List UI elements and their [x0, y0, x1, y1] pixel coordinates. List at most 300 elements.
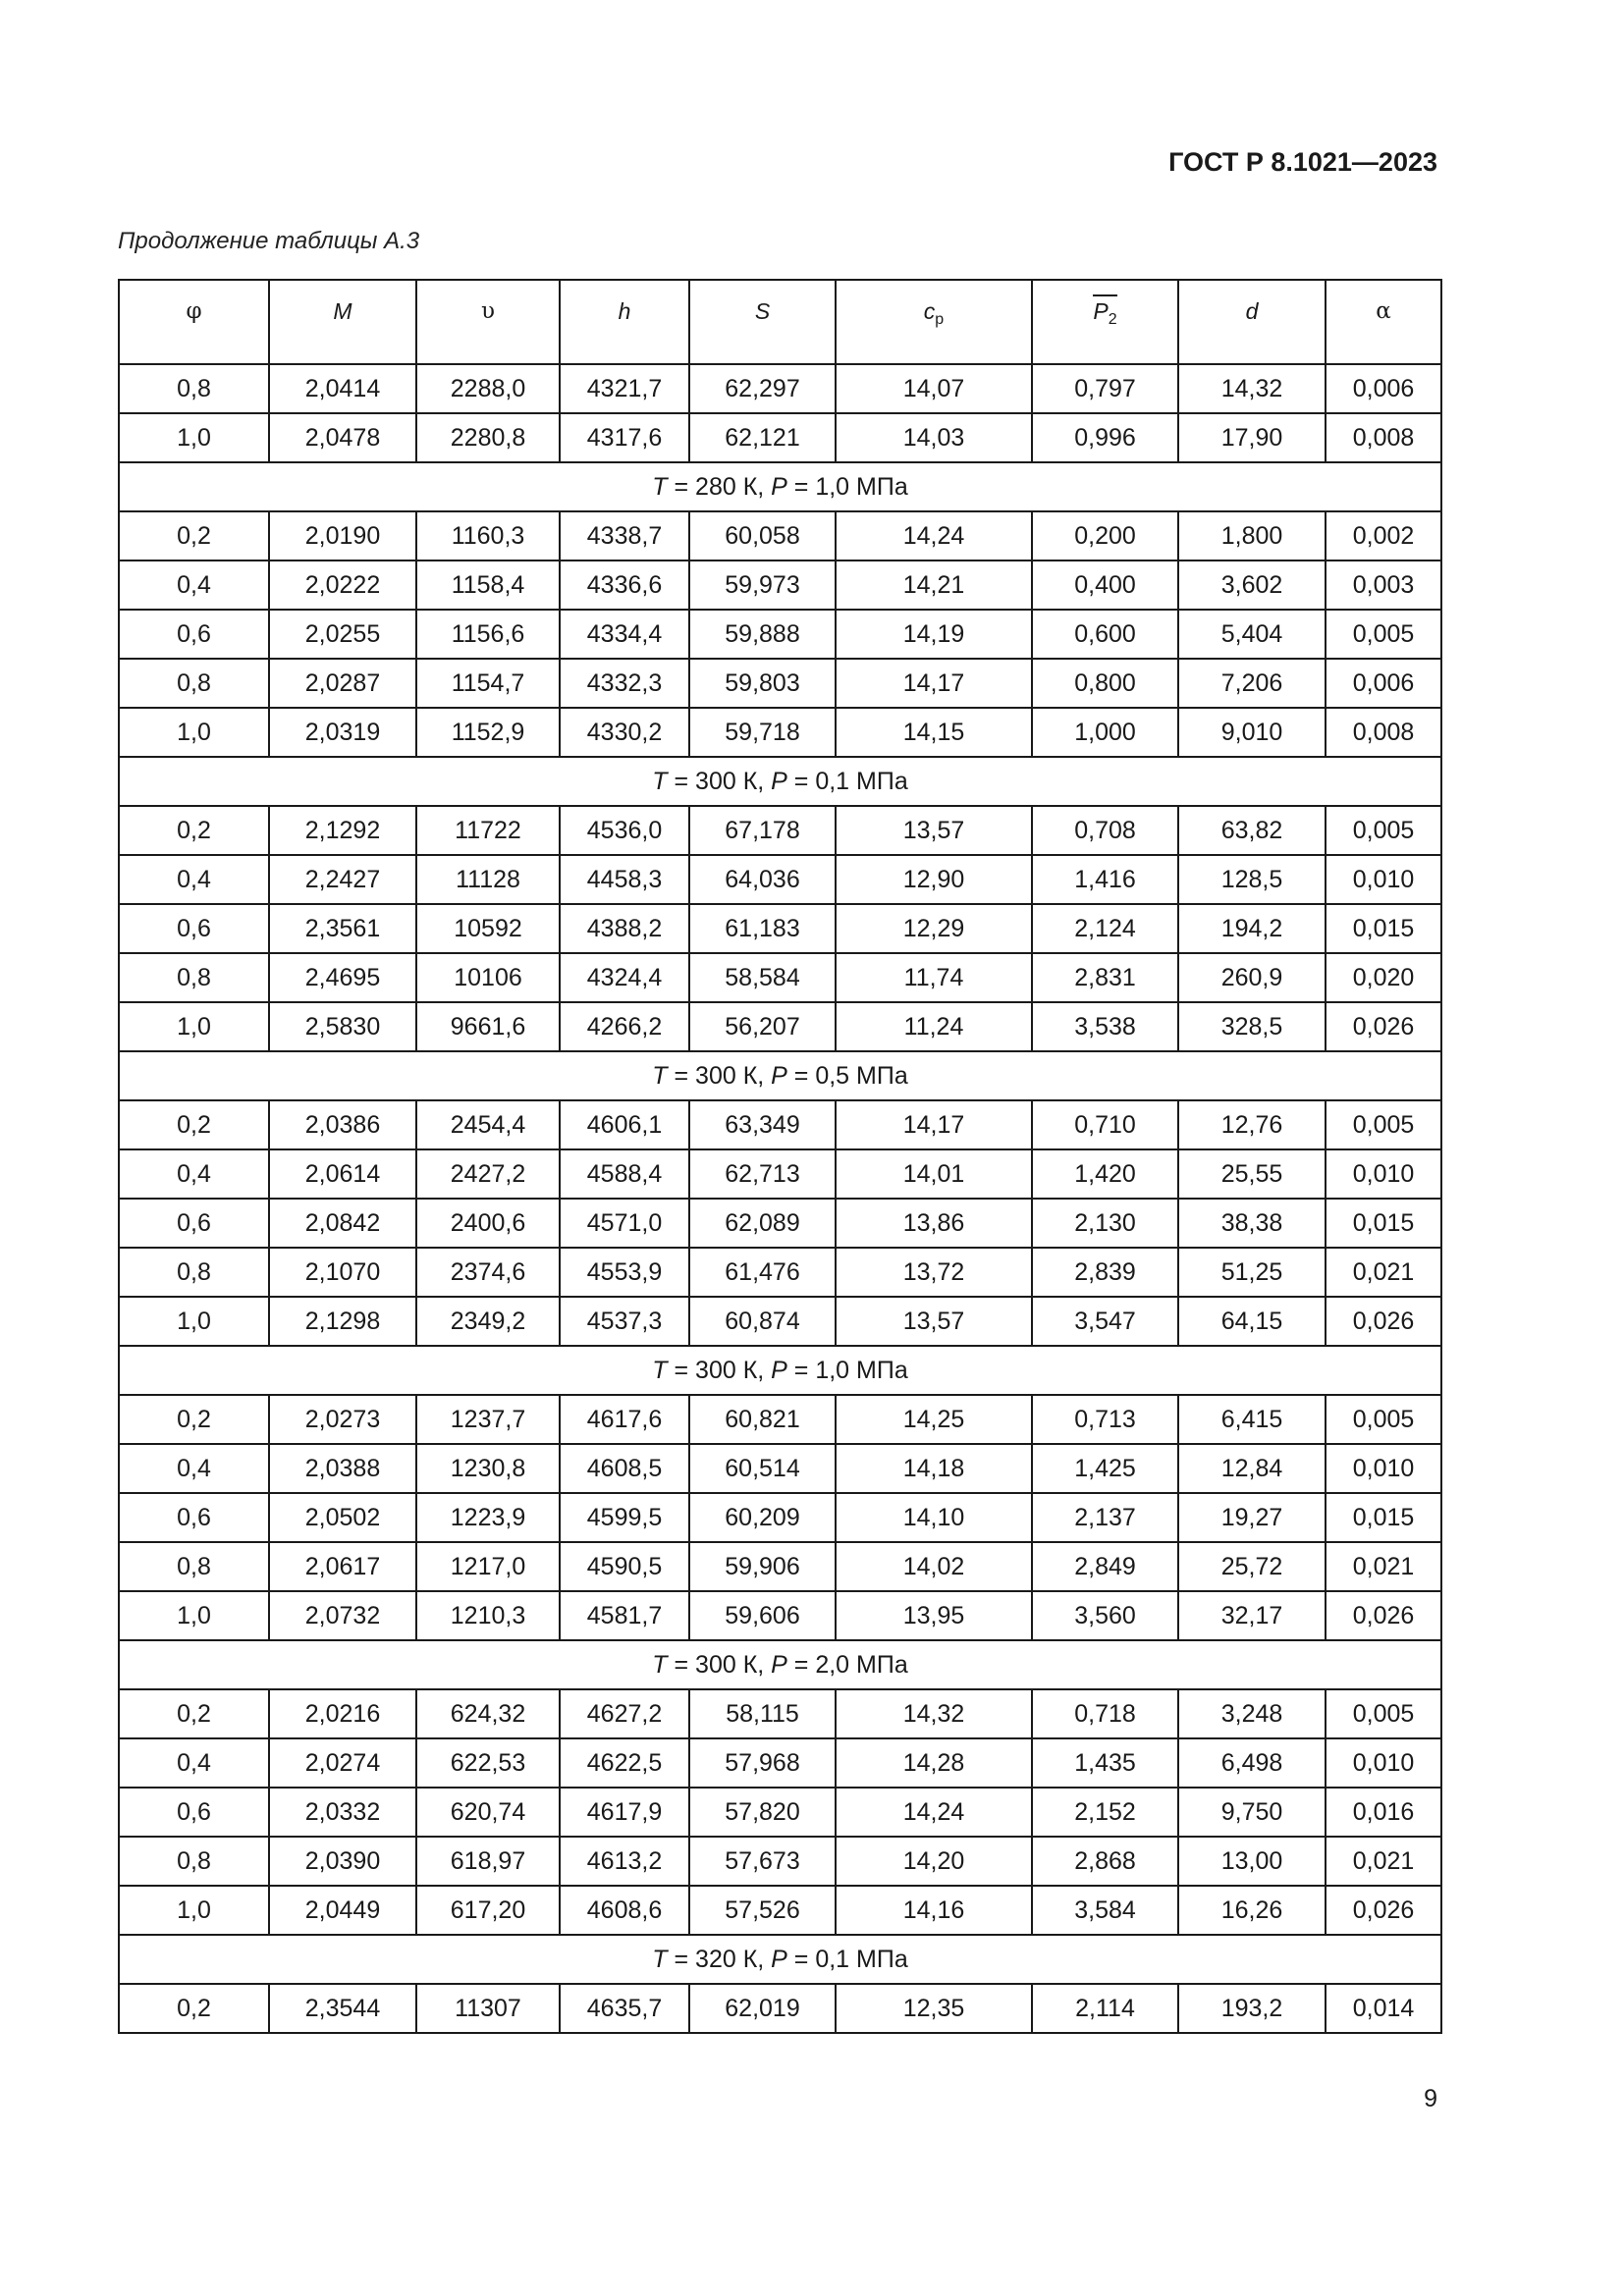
table-cell: 2,124 [1032, 904, 1178, 953]
table-cell: 13,86 [836, 1199, 1032, 1248]
table-cell: 0,010 [1326, 1149, 1441, 1199]
section-condition [119, 757, 1441, 806]
table-cell: 0,996 [1032, 413, 1178, 462]
table-cell: 2349,2 [416, 1297, 560, 1346]
table-cell: 0,016 [1326, 1788, 1441, 1837]
col-header-p2-symbol: $P_2$ [1093, 294, 1116, 324]
table-cell: 2,114 [1032, 1984, 1178, 2033]
table-cell: 62,121 [689, 413, 836, 462]
table-cell: 1217,0 [416, 1542, 560, 1591]
table-cell: 260,9 [1178, 953, 1326, 1002]
table-cell: 57,968 [689, 1738, 836, 1788]
table-cell: 0,8 [119, 953, 269, 1002]
table-row [119, 953, 1441, 1002]
table-cell: 1237,7 [416, 1395, 560, 1444]
section-condition-part: = 0,5 МПа [786, 1061, 908, 1090]
table-cell: 1158,4 [416, 561, 560, 610]
table-cell: 13,57 [836, 1297, 1032, 1346]
table-cell: 0,020 [1326, 953, 1441, 1002]
section-condition-part: T [652, 1945, 668, 1973]
table-cell: 4622,5 [560, 1738, 689, 1788]
table-row [119, 413, 1441, 462]
table-cell: 0,6 [119, 1199, 269, 1248]
table-cell: 2,0449 [269, 1886, 416, 1935]
section-condition-part: = 320 К, [667, 1945, 772, 1973]
table-cell: 1,0 [119, 1002, 269, 1051]
table-cell: 620,74 [416, 1788, 560, 1837]
table-cell: 4536,0 [560, 806, 689, 855]
table-cell: 4617,6 [560, 1395, 689, 1444]
table-cell: 14,24 [836, 1788, 1032, 1837]
table-cell: 4599,5 [560, 1493, 689, 1542]
table-cell: 2,0617 [269, 1542, 416, 1591]
table-cell: 2,0732 [269, 1591, 416, 1640]
table-cell: 4338,7 [560, 511, 689, 561]
section-condition-part: T [652, 1061, 668, 1090]
section-condition [119, 1346, 1441, 1395]
table-cell: 14,28 [836, 1738, 1032, 1788]
table-cell: 618,97 [416, 1837, 560, 1886]
table-cell: 1210,3 [416, 1591, 560, 1640]
table-cell: 0,2 [119, 1395, 269, 1444]
table-cell: 2,3561 [269, 904, 416, 953]
table-cell: 4388,2 [560, 904, 689, 953]
table-cell: 60,821 [689, 1395, 836, 1444]
table-cell: 4266,2 [560, 1002, 689, 1051]
table-cell: 14,25 [836, 1395, 1032, 1444]
table-cell: 2,2427 [269, 855, 416, 904]
table-cell: 2,0287 [269, 659, 416, 708]
table-cell: 0,6 [119, 904, 269, 953]
table-cell: 14,10 [836, 1493, 1032, 1542]
table-row [119, 364, 1441, 413]
section-condition [119, 462, 1441, 511]
table-cell: 0,2 [119, 511, 269, 561]
table-row [119, 708, 1441, 757]
table-cell: 1,0 [119, 1886, 269, 1935]
table-cell: 1,0 [119, 1297, 269, 1346]
table-cell: 2,0386 [269, 1100, 416, 1149]
col-header-alpha: α [1326, 280, 1441, 364]
table-cell: 0,010 [1326, 1738, 1441, 1788]
table-cell: 0,015 [1326, 1493, 1441, 1542]
table-cell: 9,750 [1178, 1788, 1326, 1837]
table-cell: 4581,7 [560, 1591, 689, 1640]
table-cell: 25,55 [1178, 1149, 1326, 1199]
table-cell: 4588,4 [560, 1149, 689, 1199]
table-cell: 0,6 [119, 610, 269, 659]
table-cell: 0,708 [1032, 806, 1178, 855]
table-cell: 59,803 [689, 659, 836, 708]
table-cell: 14,32 [836, 1689, 1032, 1738]
table-cell: 1,435 [1032, 1738, 1178, 1788]
table-cell: 14,32 [1178, 364, 1326, 413]
section-condition-part: = 1,0 МПа [786, 472, 908, 501]
table-cell: 59,606 [689, 1591, 836, 1640]
page-number: 9 [1424, 2085, 1437, 2112]
table-cell: 11,24 [836, 1002, 1032, 1051]
section-condition-part: T [652, 472, 668, 501]
table-cell: 2454,4 [416, 1100, 560, 1149]
section-condition-part: T [652, 1650, 668, 1679]
section-header-row [119, 1051, 1441, 1100]
table-cell: 14,02 [836, 1542, 1032, 1591]
col-header-cp-symbol: c [923, 298, 936, 324]
table-cell: 624,32 [416, 1689, 560, 1738]
table-cell: 0,006 [1326, 364, 1441, 413]
table-cell: 62,089 [689, 1199, 836, 1248]
table-cell: 2,1298 [269, 1297, 416, 1346]
table-cell: 1156,6 [416, 610, 560, 659]
table-cell: 12,76 [1178, 1100, 1326, 1149]
table-cell: 57,526 [689, 1886, 836, 1935]
table-cell: 61,476 [689, 1248, 836, 1297]
table-cell: 4324,4 [560, 953, 689, 1002]
section-condition-part: = 300 К, [667, 767, 772, 795]
table-cell: 51,25 [1178, 1248, 1326, 1297]
table-cell: 2,3544 [269, 1984, 416, 2033]
table-cell: 0,713 [1032, 1395, 1178, 1444]
col-header-p2 [1032, 280, 1178, 364]
table-cell: 14,21 [836, 561, 1032, 610]
section-header-row [119, 462, 1441, 511]
section-condition-part: = 1,0 МПа [786, 1356, 908, 1384]
table-row [119, 1493, 1441, 1542]
table-cell: 2,868 [1032, 1837, 1178, 1886]
section-condition-part: T [652, 767, 668, 795]
table-cell: 0,4 [119, 1444, 269, 1493]
table-cell: 4590,5 [560, 1542, 689, 1591]
section-condition-part: = 0,1 МПа [786, 1945, 908, 1973]
table-row [119, 1738, 1441, 1788]
table-cell: 11307 [416, 1984, 560, 2033]
table-row [119, 904, 1441, 953]
table-cell: 1,0 [119, 1591, 269, 1640]
table-row [119, 561, 1441, 610]
table-cell: 2,831 [1032, 953, 1178, 1002]
table-cell: 32,17 [1178, 1591, 1326, 1640]
section-condition-part: P [771, 1356, 787, 1384]
table-cell: 67,178 [689, 806, 836, 855]
table-header-row [119, 280, 1441, 364]
table-cell: 0,4 [119, 855, 269, 904]
table-cell: 0,005 [1326, 1689, 1441, 1738]
table-cell: 13,00 [1178, 1837, 1326, 1886]
table-cell: 14,24 [836, 511, 1032, 561]
table-cell: 193,2 [1178, 1984, 1326, 2033]
col-header-cp-sub: p [935, 311, 945, 328]
section-condition-part: P [771, 472, 787, 501]
table-cell: 11,74 [836, 953, 1032, 1002]
table-cell: 11722 [416, 806, 560, 855]
table-cell: 14,01 [836, 1149, 1032, 1199]
section-condition-part: = 300 К, [667, 1356, 772, 1384]
table-cell: 3,602 [1178, 561, 1326, 610]
table-cell: 64,036 [689, 855, 836, 904]
table-cell: 1152,9 [416, 708, 560, 757]
table-row [119, 659, 1441, 708]
table-cell: 2,5830 [269, 1002, 416, 1051]
table-cell: 0,015 [1326, 904, 1441, 953]
table-cell: 2,0190 [269, 511, 416, 561]
table-cell: 0,800 [1032, 659, 1178, 708]
table-cell: 2,0842 [269, 1199, 416, 1248]
table-cell: 0,8 [119, 1248, 269, 1297]
table-cell: 0,8 [119, 1542, 269, 1591]
col-header-m: M [269, 280, 416, 364]
table-cell: 60,209 [689, 1493, 836, 1542]
table-cell: 0,200 [1032, 511, 1178, 561]
table-cell: 2427,2 [416, 1149, 560, 1199]
section-condition [119, 1640, 1441, 1689]
table-cell: 0,026 [1326, 1297, 1441, 1346]
table-cell: 4321,7 [560, 364, 689, 413]
table-cell: 1,425 [1032, 1444, 1178, 1493]
table-cell: 6,415 [1178, 1395, 1326, 1444]
table-cell: 0,026 [1326, 1002, 1441, 1051]
table-row [119, 1199, 1441, 1248]
table-cell: 6,498 [1178, 1738, 1326, 1788]
section-condition [119, 1051, 1441, 1100]
table-cell: 128,5 [1178, 855, 1326, 904]
table-row [119, 1395, 1441, 1444]
table-cell: 1,0 [119, 413, 269, 462]
table-cell: 2288,0 [416, 364, 560, 413]
table-cell: 4635,7 [560, 1984, 689, 2033]
table-cell: 4571,0 [560, 1199, 689, 1248]
table-row [119, 1542, 1441, 1591]
table-cell: 17,90 [1178, 413, 1326, 462]
table-cell: 4608,5 [560, 1444, 689, 1493]
table-cell: 59,906 [689, 1542, 836, 1591]
table-cell: 4332,3 [560, 659, 689, 708]
table-cell: 9661,6 [416, 1002, 560, 1051]
table-cell: 0,015 [1326, 1199, 1441, 1248]
table-cell: 14,20 [836, 1837, 1032, 1886]
table-cell: 0,003 [1326, 561, 1441, 610]
section-header-row [119, 1640, 1441, 1689]
table-cell: 1,416 [1032, 855, 1178, 904]
table-cell: 1223,9 [416, 1493, 560, 1542]
table-cell: 56,207 [689, 1002, 836, 1051]
document-code: ГОСТ Р 8.1021—2023 [1168, 147, 1437, 177]
table-cell: 4617,9 [560, 1788, 689, 1837]
table-cell: 61,183 [689, 904, 836, 953]
table-cell: 4458,3 [560, 855, 689, 904]
table-cell: 13,72 [836, 1248, 1032, 1297]
table-cell: 622,53 [416, 1738, 560, 1788]
table-cell: 14,07 [836, 364, 1032, 413]
section-condition-part: = 280 К, [667, 472, 772, 501]
table-cell: 5,404 [1178, 610, 1326, 659]
table-cell: 12,35 [836, 1984, 1032, 2033]
table-cell: 4336,6 [560, 561, 689, 610]
table-cell: 0,014 [1326, 1984, 1441, 2033]
table-cell: 14,18 [836, 1444, 1032, 1493]
table-cell: 59,888 [689, 610, 836, 659]
table-cell: 4317,6 [560, 413, 689, 462]
table-cell: 1,800 [1178, 511, 1326, 561]
table-cell: 4608,6 [560, 1886, 689, 1935]
table-row [119, 1788, 1441, 1837]
table-cell: 0,021 [1326, 1248, 1441, 1297]
table-cell: 11128 [416, 855, 560, 904]
table-cell: 14,17 [836, 1100, 1032, 1149]
table-cell: 617,20 [416, 1886, 560, 1935]
table-cell: 0,8 [119, 364, 269, 413]
table-cell: 13,57 [836, 806, 1032, 855]
table-cell: 0,006 [1326, 659, 1441, 708]
table-cell: 0,600 [1032, 610, 1178, 659]
table-cell: 2280,8 [416, 413, 560, 462]
table-cell: 4334,4 [560, 610, 689, 659]
table-cell: 4330,2 [560, 708, 689, 757]
table-row [119, 1248, 1441, 1297]
table-cell: 4537,3 [560, 1297, 689, 1346]
section-condition-part: = 2,0 МПа [786, 1650, 908, 1679]
table-cell: 2,152 [1032, 1788, 1178, 1837]
table-cell: 1,420 [1032, 1149, 1178, 1199]
section-header-row [119, 757, 1441, 806]
table-row [119, 1100, 1441, 1149]
table-cell: 64,15 [1178, 1297, 1326, 1346]
table-cell: 4627,2 [560, 1689, 689, 1738]
table-row [119, 610, 1441, 659]
table-cell: 60,058 [689, 511, 836, 561]
table-cell: 0,4 [119, 1738, 269, 1788]
table-cell: 0,010 [1326, 855, 1441, 904]
table-cell: 57,820 [689, 1788, 836, 1837]
section-condition-part: P [771, 767, 787, 795]
table-cell: 0,8 [119, 1837, 269, 1886]
table-cell: 3,547 [1032, 1297, 1178, 1346]
table-cell: 2,1292 [269, 806, 416, 855]
table-cell: 12,84 [1178, 1444, 1326, 1493]
table-cell: 19,27 [1178, 1493, 1326, 1542]
table-cell: 0,400 [1032, 561, 1178, 610]
table-cell: 0,6 [119, 1788, 269, 1837]
table-caption: Продолжение таблицы А.3 [118, 228, 420, 254]
table-row [119, 1837, 1441, 1886]
section-condition-part: T [652, 1356, 668, 1384]
table-cell: 0,005 [1326, 806, 1441, 855]
table-cell: 0,008 [1326, 413, 1441, 462]
table-row [119, 1984, 1441, 2033]
table-cell: 0,6 [119, 1493, 269, 1542]
table-cell: 2,0502 [269, 1493, 416, 1542]
table-cell: 194,2 [1178, 904, 1326, 953]
table-cell: 12,29 [836, 904, 1032, 953]
table-row [119, 1444, 1441, 1493]
table-cell: 63,82 [1178, 806, 1326, 855]
table-cell: 62,297 [689, 364, 836, 413]
table-cell: 16,26 [1178, 1886, 1326, 1935]
table-cell: 10592 [416, 904, 560, 953]
table-cell: 2,849 [1032, 1542, 1178, 1591]
table-cell: 0,2 [119, 1100, 269, 1149]
table-row [119, 806, 1441, 855]
table-cell: 0,718 [1032, 1689, 1178, 1738]
section-condition-part: = 0,1 МПа [786, 767, 908, 795]
table-cell: 0,005 [1326, 610, 1441, 659]
table-row [119, 1591, 1441, 1640]
table-row [119, 1002, 1441, 1051]
section-condition-part: = 300 К, [667, 1650, 772, 1679]
table-cell: 12,90 [836, 855, 1032, 904]
table-cell: 0,021 [1326, 1542, 1441, 1591]
table-cell: 0,005 [1326, 1395, 1441, 1444]
table-cell: 0,008 [1326, 708, 1441, 757]
table-cell: 3,584 [1032, 1886, 1178, 1935]
table-cell: 0,026 [1326, 1886, 1441, 1935]
table-cell: 1154,7 [416, 659, 560, 708]
table-cell: 60,514 [689, 1444, 836, 1493]
section-condition [119, 1935, 1441, 1984]
table-cell: 3,538 [1032, 1002, 1178, 1051]
table-cell: 1,0 [119, 708, 269, 757]
table-cell: 59,718 [689, 708, 836, 757]
table-cell: 4606,1 [560, 1100, 689, 1149]
table-cell: 4553,9 [560, 1248, 689, 1297]
table-cell: 58,584 [689, 953, 836, 1002]
table-cell: 2400,6 [416, 1199, 560, 1248]
table-row [119, 1149, 1441, 1199]
table-cell: 2,0388 [269, 1444, 416, 1493]
col-header-phi: φ [119, 280, 269, 364]
table-cell: 0,2 [119, 1689, 269, 1738]
table-cell: 2,0274 [269, 1738, 416, 1788]
table-cell: 62,019 [689, 1984, 836, 2033]
table-cell: 4613,2 [560, 1837, 689, 1886]
table-cell: 2,0273 [269, 1395, 416, 1444]
table-cell: 2,4695 [269, 953, 416, 1002]
table-cell: 0,4 [119, 561, 269, 610]
col-header-upsilon: υ [416, 280, 560, 364]
table-cell: 0,010 [1326, 1444, 1441, 1493]
table-cell: 25,72 [1178, 1542, 1326, 1591]
table-cell: 14,19 [836, 610, 1032, 659]
section-condition-part: P [771, 1945, 787, 1973]
table-cell: 2,839 [1032, 1248, 1178, 1297]
table-row [119, 511, 1441, 561]
table-body [119, 364, 1441, 2033]
table-cell: 2,0390 [269, 1837, 416, 1886]
section-condition-part: P [771, 1650, 787, 1679]
col-header-s: S [689, 280, 836, 364]
table-cell: 2,0414 [269, 364, 416, 413]
table-cell: 2,0478 [269, 413, 416, 462]
table-cell: 1,000 [1032, 708, 1178, 757]
table-cell: 7,206 [1178, 659, 1326, 708]
table-cell: 0,8 [119, 659, 269, 708]
table-row [119, 855, 1441, 904]
table-cell: 57,673 [689, 1837, 836, 1886]
section-header-row [119, 1935, 1441, 1984]
table-cell: 1230,8 [416, 1444, 560, 1493]
table-cell: 0,002 [1326, 511, 1441, 561]
table-cell: 0,021 [1326, 1837, 1441, 1886]
table-cell: 0,2 [119, 806, 269, 855]
table-cell: 1160,3 [416, 511, 560, 561]
table-cell: 328,5 [1178, 1002, 1326, 1051]
table-cell: 10106 [416, 953, 560, 1002]
section-condition-part: = 300 К, [667, 1061, 772, 1090]
table-cell: 62,713 [689, 1149, 836, 1199]
table-cell: 38,38 [1178, 1199, 1326, 1248]
table-row [119, 1886, 1441, 1935]
table-cell: 3,248 [1178, 1689, 1326, 1738]
table-cell: 0,026 [1326, 1591, 1441, 1640]
